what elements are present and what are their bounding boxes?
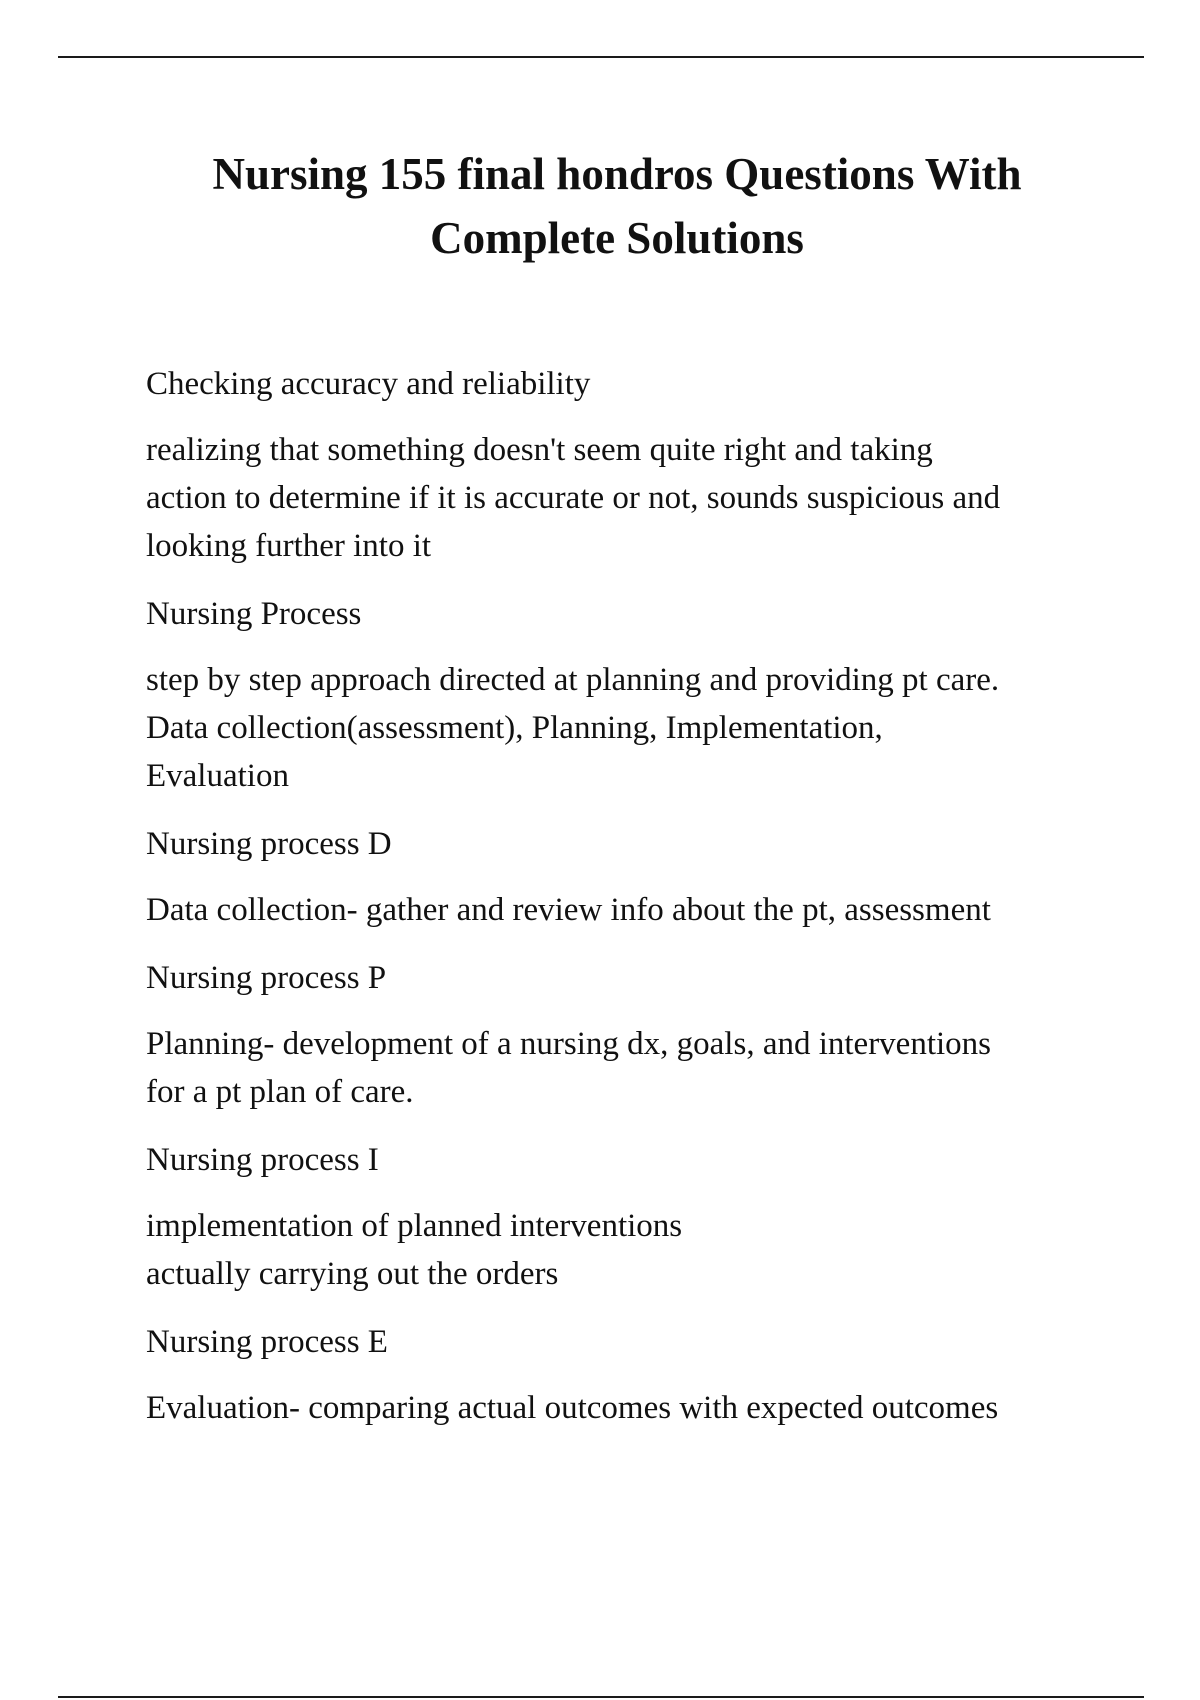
title-line-2: Complete Solutions: [430, 213, 804, 263]
answer-line: Evaluation- comparing actual outcomes with expected outcomes: [146, 1390, 999, 1426]
answer-line: Data collection- gather and review info about the pt, assessment: [146, 892, 991, 928]
answer-line: action to determine if it is accurate or not, sounds suspicious and: [146, 480, 1001, 516]
answer-line: Evaluation: [146, 758, 289, 794]
answer-line: actually carrying out the orders: [146, 1256, 559, 1292]
answer: [146, 1020, 1106, 1116]
qa-item: [146, 360, 1106, 570]
bottom-rule: [58, 1696, 1144, 1698]
document-title: [0, 142, 1200, 270]
answer-line: looking further into it: [146, 528, 432, 564]
answer-line: step by step approach directed at planning and providing pt care.: [146, 662, 1000, 698]
qa-item: [146, 1318, 1106, 1432]
answer-line: realizing that something doesn't seem quite right and taking: [146, 432, 933, 468]
question: Nursing Process: [146, 596, 362, 632]
title-line-1: Nursing 155 final hondros Questions With: [212, 149, 1022, 199]
answer: [146, 1202, 1106, 1298]
qa-item: [146, 590, 1106, 800]
question: Nursing process D: [146, 826, 392, 862]
top-rule: [58, 56, 1144, 58]
qa-item: [146, 820, 1106, 934]
qa-item: [146, 954, 1106, 1116]
qa-list: [146, 360, 1106, 1452]
answer: [146, 1384, 1106, 1432]
question: Nursing process P: [146, 960, 387, 996]
question: Checking accuracy and reliability: [146, 366, 591, 402]
answer-line: Planning- development of a nursing dx, goals, and interventions: [146, 1026, 992, 1062]
answer-line: for a pt plan of care.: [146, 1074, 414, 1110]
question: Nursing process E: [146, 1324, 388, 1360]
answer-line: implementation of planned interventions: [146, 1208, 683, 1244]
answer: [146, 426, 1106, 570]
answer-line: Data collection(assessment), Planning, Implementation,: [146, 710, 883, 746]
answer: [146, 656, 1106, 800]
qa-item: [146, 1136, 1106, 1298]
answer: [146, 886, 1106, 934]
question: Nursing process I: [146, 1142, 379, 1178]
